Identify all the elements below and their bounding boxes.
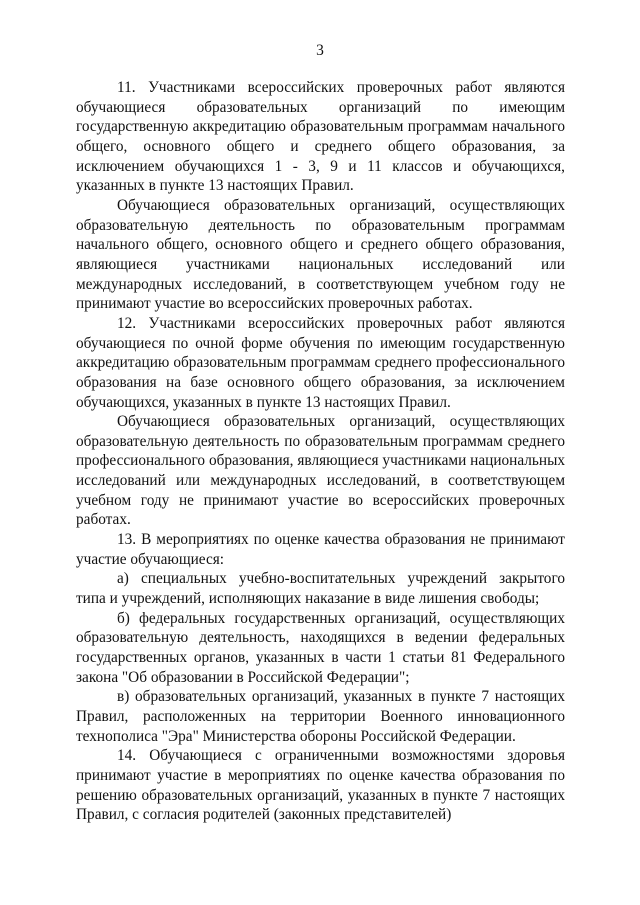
- paragraph-item-12: 12. Участниками всероссийских проверочных работ являются обучающиеся по очной форме обучения по имеющим государственную аккредитацию образовательным программам среднего профессионального образования на базе основного общего образования, за исключением обучающихся, указанных в пункте 13 настоящих Правил.: [76, 314, 565, 411]
- paragraph-item-13: 13. В мероприятиях по оценке качества образования не принимают участие обучающиеся:: [76, 531, 565, 568]
- document-body: [76, 78, 565, 825]
- paragraph-item-13-c: в) образовательных организаций, указанных в пункте 7 настоящих Правил, расположенных на территории Военного инновационного технополиса "Эра" Министерства обороны Российской Федерации.: [76, 688, 565, 745]
- paragraph-item-12-note: Обучающиеся образовательных организаций, осуществляющих образовательную деятельность по образовательным программам среднего профессионального образования, являющиеся участниками национальных исследований или международных исследований, в соответствующем учебном году не принимают участие во всероссийских проверочных работах.: [76, 413, 565, 529]
- paragraph-item-13-b: б) федеральных государственных организаций, осуществляющих образовательную деятельность, находящихся в ведении федеральных государственных органов, указанных в части 1 статьи 81 Федерального закона "Об образовании в Российской Федерации";: [76, 609, 565, 686]
- paragraph-item-11-note: Обучающиеся образовательных организаций, осуществляющих образовательную деятельность по образовательным программам начального общего, основного общего и среднего общего образования, являющиеся участниками национальных исследований или международных исследований, в соответствующем учебном году не принимают участие во всероссийских проверочных работах.: [76, 196, 565, 313]
- paragraph-item-11: 11. Участниками всероссийских проверочных работ являются обучающиеся образовательных организаций по имеющим государственную аккредитацию образовательным программам начального общего, основного общего и среднего общего образования, за исключением обучающихся 1 - 3, 9 и 11 классов и обучающихся, указанных в пункте 13 настоящих Правил.: [76, 79, 565, 195]
- page-number: 3: [316, 42, 324, 59]
- paragraph-item-13-a: а) специальных учебно-воспитательных учреждений закрытого типа и учреждений, исполняющих наказание в виде лишения свободы;: [76, 570, 565, 608]
- paragraph-item-14: 14. Обучающиеся с ограниченными возможностями здоровья принимают участие в мероприятиях по оценке качества образования по решению образовательных организаций, указанных в пункте 7 настоящих Правил, с согласия родителей (законных представителей): [76, 747, 565, 824]
